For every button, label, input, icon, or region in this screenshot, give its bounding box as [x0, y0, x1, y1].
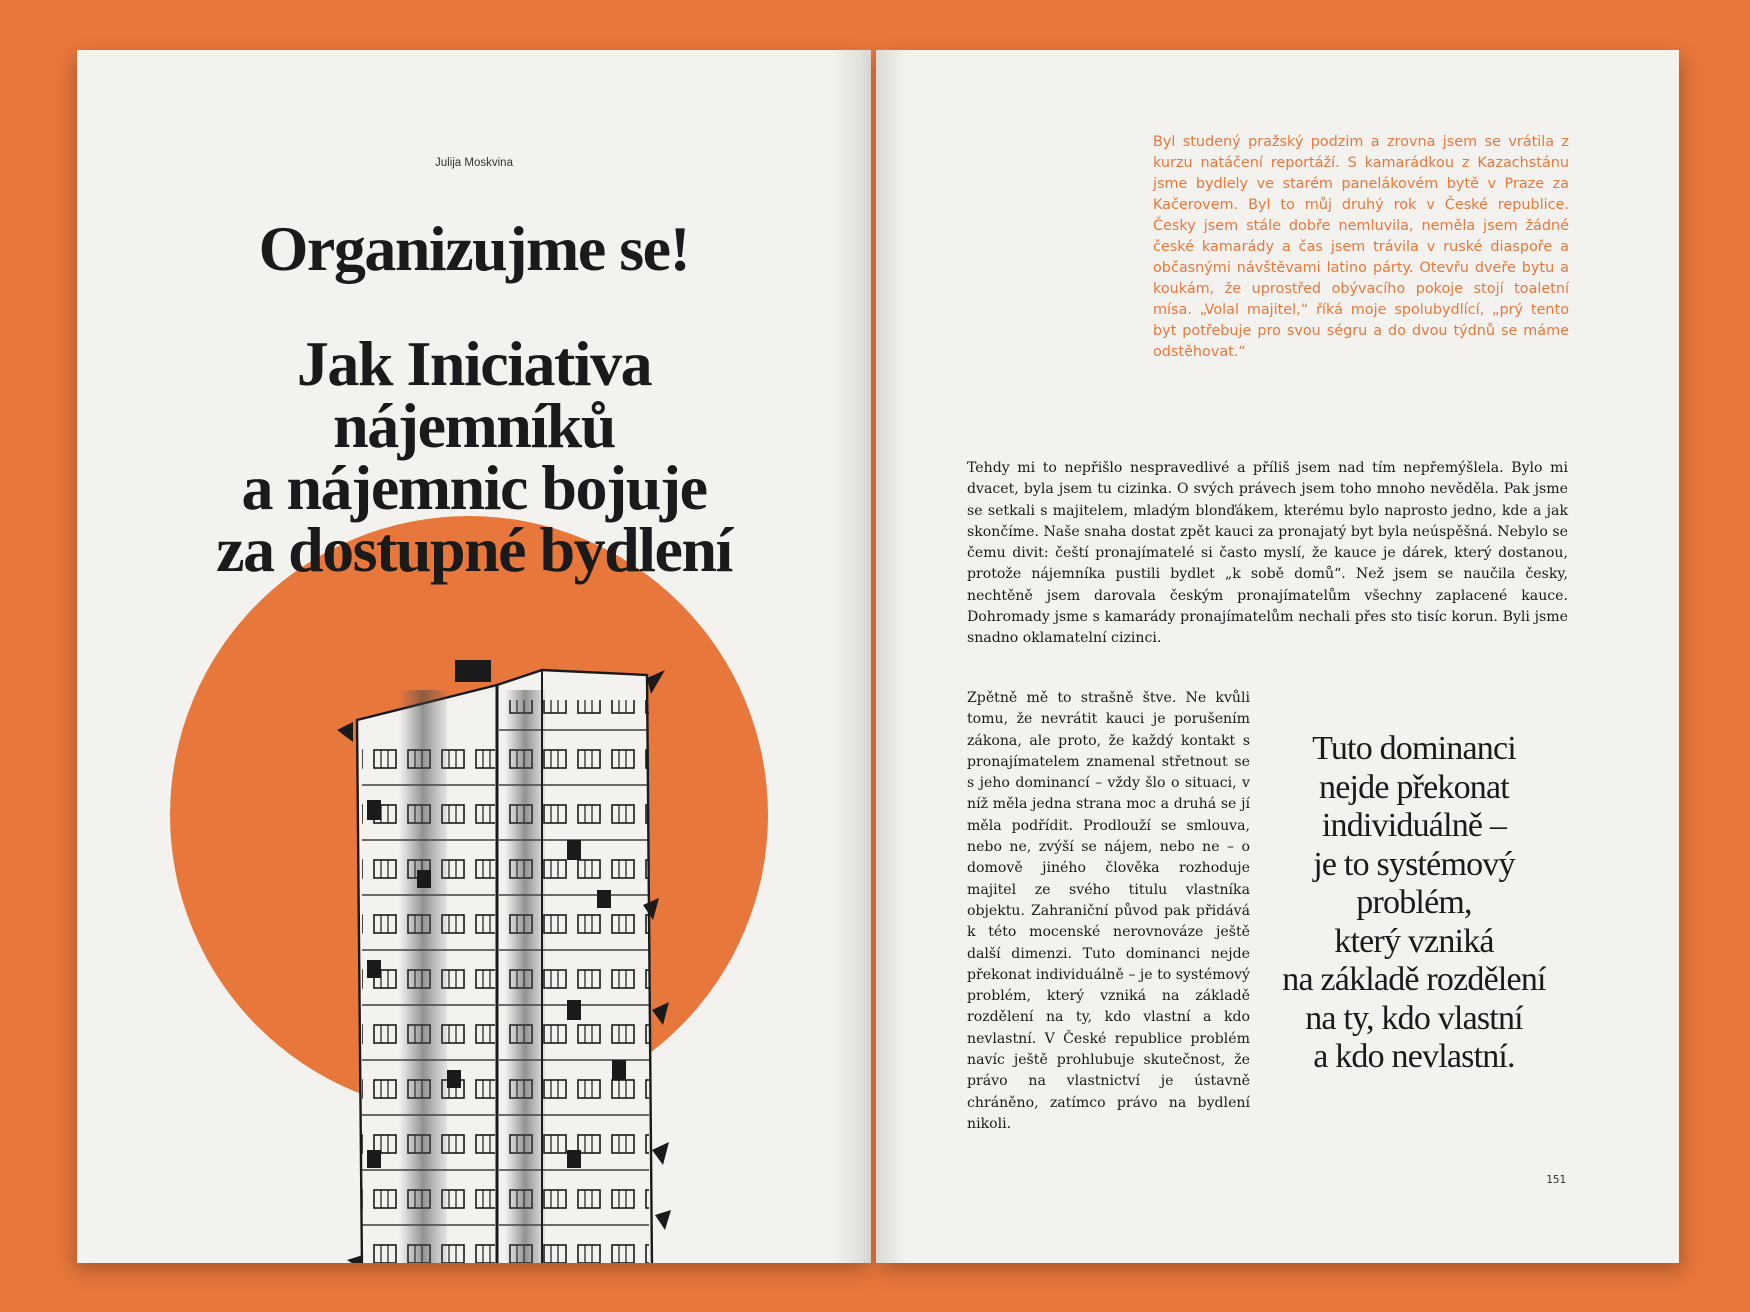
left-page: [77, 50, 871, 1263]
gutter-shadow: [831, 50, 871, 1263]
author-name: Julija Moskvina: [435, 157, 513, 169]
panel-building-illustration: [267, 630, 707, 1263]
intro-paragraph: Byl studený pražský podzim a zrovna jsem se vrátila z kurzu natáčení reportáží. S kamarádkou z Kazachstánu jsme bydlely ve starém panelákovém bytě v Praze za Kačerovem. Byl to můj druhý rok v České republice. Česky jsem stále dobře nemluvila, neměla jsem žádné české kamarády a čas jsem trávila v ruské diaspoře a občasnými návštěvami latino párty. Otevřu dveře bytu a koukám, že uprostřed obývacího pokoje stojí toaletní mísa. „Volal majitel,“ říká moje spolubydlící, „prý tento byt potřebuje pro svou ségru a do dvou týdnů se máme odstěhovat.“: [1153, 134, 1569, 360]
body-paragraph: Zpětně mě to strašně štve. Ne kvůli tomu, že nevrátit kauci je porušením zákona, ale proto, že každý kontakt s pronajímatelem znamenal střetnout se s jeho dominancí – vždy šlo o situaci, v níž měla jedna strana moc a druhá se jí měla podřídit. Prodlouží se smlouva, nebo ne, zvýší se nájem, nebo ne – o domově jiného člověka rozhoduje majitel ze svého titulu vlastníka objektu. Zahraniční původ pak přidává k této mocenské nerovnováze ještě další dimenzi. Tuto dominanci nejde překonat individuálně – je to systémový problém, který vzniká na základě rozdělení na ty, kdo vlastní a kdo nevlastní. V České republice problém navíc ještě prohlubuje skutečnost, že právo na vlastnictví je ústavně chráněno, zatímco právo na bydlení nikoli.: [967, 690, 1250, 1132]
body-paragraph: Tehdy mi to nepřišlo nespravedlivé a příliš jsem nad tím nepřemýšlela. Bylo mi dvacet, byla jsem tu cizinka. O svých právech jsem toho mnoho nevěděla. Pak jsme se setkali s majitelem, mladým blonďákem, kterému bylo naprosto jedno, kde a jak skončíme. Naše snaha dostat zpět kauci za pronajatý byt byla neúspěšná. Nebylo se čemu divit: čeští pronajímatelé si často myslí, že kauce je dárek, který dostanou, protože nájemníka pustili bydlet „k sobě domů“. Než jsem se naučila česky, nechtěně jsem darovala českým pronajímatelům všechny zaplacené kauce. Dohromady jsme s kamarády pronajímatelům nechali přes sto tisíc korun. Byli jsme snadno oklamatelní cizinci.: [967, 460, 1568, 647]
article-subtitle: Jak Iniciativa nájemníků a nájemnic bojuje za dostupné bydlení: [216, 328, 732, 585]
right-page: [876, 50, 1679, 1263]
magazine-spread: [77, 50, 1677, 1263]
gutter-shadow: [876, 50, 906, 1263]
pull-quote: Tuto dominanci nejde překonat individuálně – je to systémový problém, který vzniká na základě rozdělení na ty, kdo vlastní a kdo nevlastní.: [1282, 730, 1546, 1075]
article-title: Organizujme se!: [258, 213, 690, 284]
page-number: 151: [1546, 1173, 1566, 1186]
